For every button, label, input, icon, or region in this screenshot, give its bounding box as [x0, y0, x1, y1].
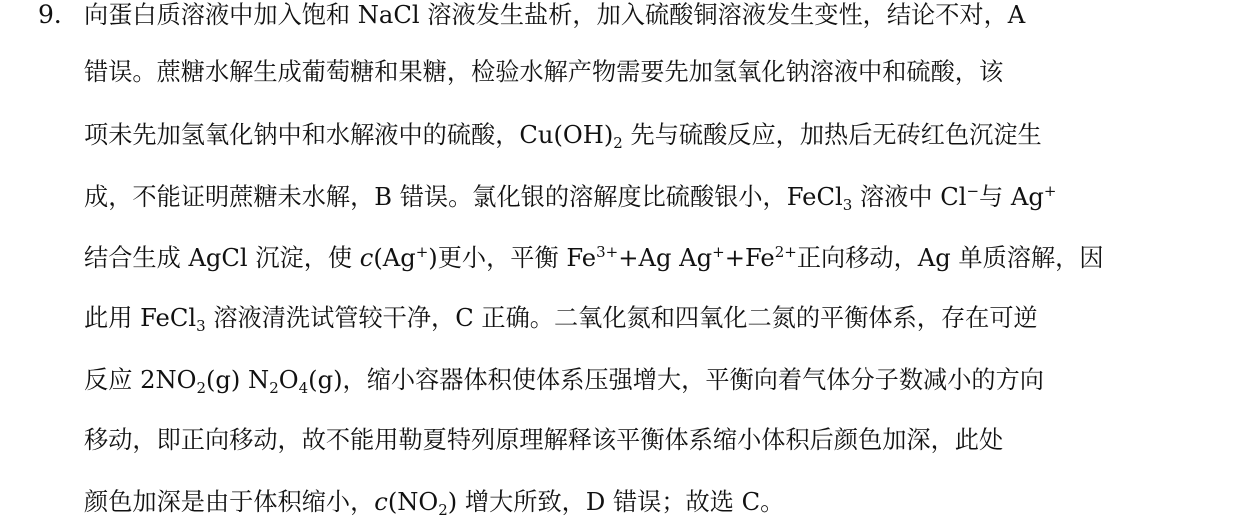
- superscript: 3+: [596, 243, 619, 261]
- subscript: 3: [842, 196, 853, 214]
- text-segment: (NO: [387, 488, 439, 516]
- subscript: 2: [269, 379, 279, 397]
- text-line-5: [84, 243, 1104, 273]
- text-segment: 结合生成 AgCl 沉淀，使: [84, 244, 360, 272]
- text-line-3: [84, 120, 1042, 150]
- question-number: 9．: [38, 0, 79, 29]
- text-segment: 与 Ag: [979, 183, 1044, 211]
- text-segment: (Ag: [373, 244, 416, 272]
- text-line-4: [84, 182, 1056, 212]
- italic-variable: c: [359, 244, 374, 272]
- text-segment: (g) N: [206, 366, 270, 394]
- text-segment: 溶液清洗试管较干净，C 正确。二氧化氮和四氧化二氮的平衡体系，存在可逆: [205, 304, 1038, 332]
- subscript: 2: [438, 501, 448, 519]
- text-line-7: [84, 365, 1044, 395]
- text-segment: )更小，平衡 Fe: [428, 244, 597, 272]
- subscript: 3: [196, 317, 206, 335]
- text-line-9: [84, 487, 784, 517]
- superscript: +: [712, 243, 725, 261]
- text-segment: ) 增大所致，D 错误；故选 C。: [447, 488, 785, 516]
- superscript: −: [966, 182, 980, 200]
- text-line-8: 移动，即正向移动，故不能用勒夏特列原理解释该平衡体系缩小体积后颜色加深，此处: [84, 426, 1004, 454]
- subscript: 2: [613, 134, 623, 152]
- text-segment: +Ag Ag: [618, 244, 713, 272]
- superscript: +: [415, 243, 429, 261]
- text-segment: 项未先加氢氧化钠中和水解液中的硫酸，Cu(OH): [84, 121, 614, 149]
- superscript: +: [1043, 182, 1057, 200]
- text-segment: +Fe: [724, 244, 775, 272]
- italic-variable: c: [374, 488, 388, 516]
- text-line-2: 错误。蔗糖水解生成葡萄糖和果糖，检验水解产物需要先加氢氧化钠溶液中和硫酸，该: [84, 58, 1004, 86]
- superscript: 2+: [774, 243, 797, 261]
- text-line-1: 向蛋白质溶液中加入饱和 NaCl 溶液发生盐析，加入硫酸铜溶液发生变性，结论不对，A: [84, 1, 1026, 29]
- text-segment: 溶液中 Cl: [852, 183, 967, 211]
- subscript: 2: [196, 379, 206, 397]
- text-segment: 反应 2NO: [84, 366, 197, 394]
- subscript: 4: [298, 379, 309, 397]
- text-segment: 颜色加深是由于体积缩小，: [84, 488, 375, 516]
- text-segment: 正向移动，Ag 单质溶解，因: [796, 244, 1104, 272]
- text-line-6: [84, 303, 1038, 333]
- text-segment: 成，不能证明蔗糖未水解，B 错误。氯化银的溶解度比硫酸银小，FeCl: [84, 183, 843, 211]
- text-segment: 先与硫酸反应，加热后无砖红色沉淀生: [622, 121, 1042, 149]
- text-segment: 此用 FeCl: [84, 304, 197, 332]
- text-segment: (g)，缩小容器体积使体系压强增大，平衡向着气体分子数减小的方向: [308, 366, 1044, 394]
- text-segment: O: [278, 366, 299, 394]
